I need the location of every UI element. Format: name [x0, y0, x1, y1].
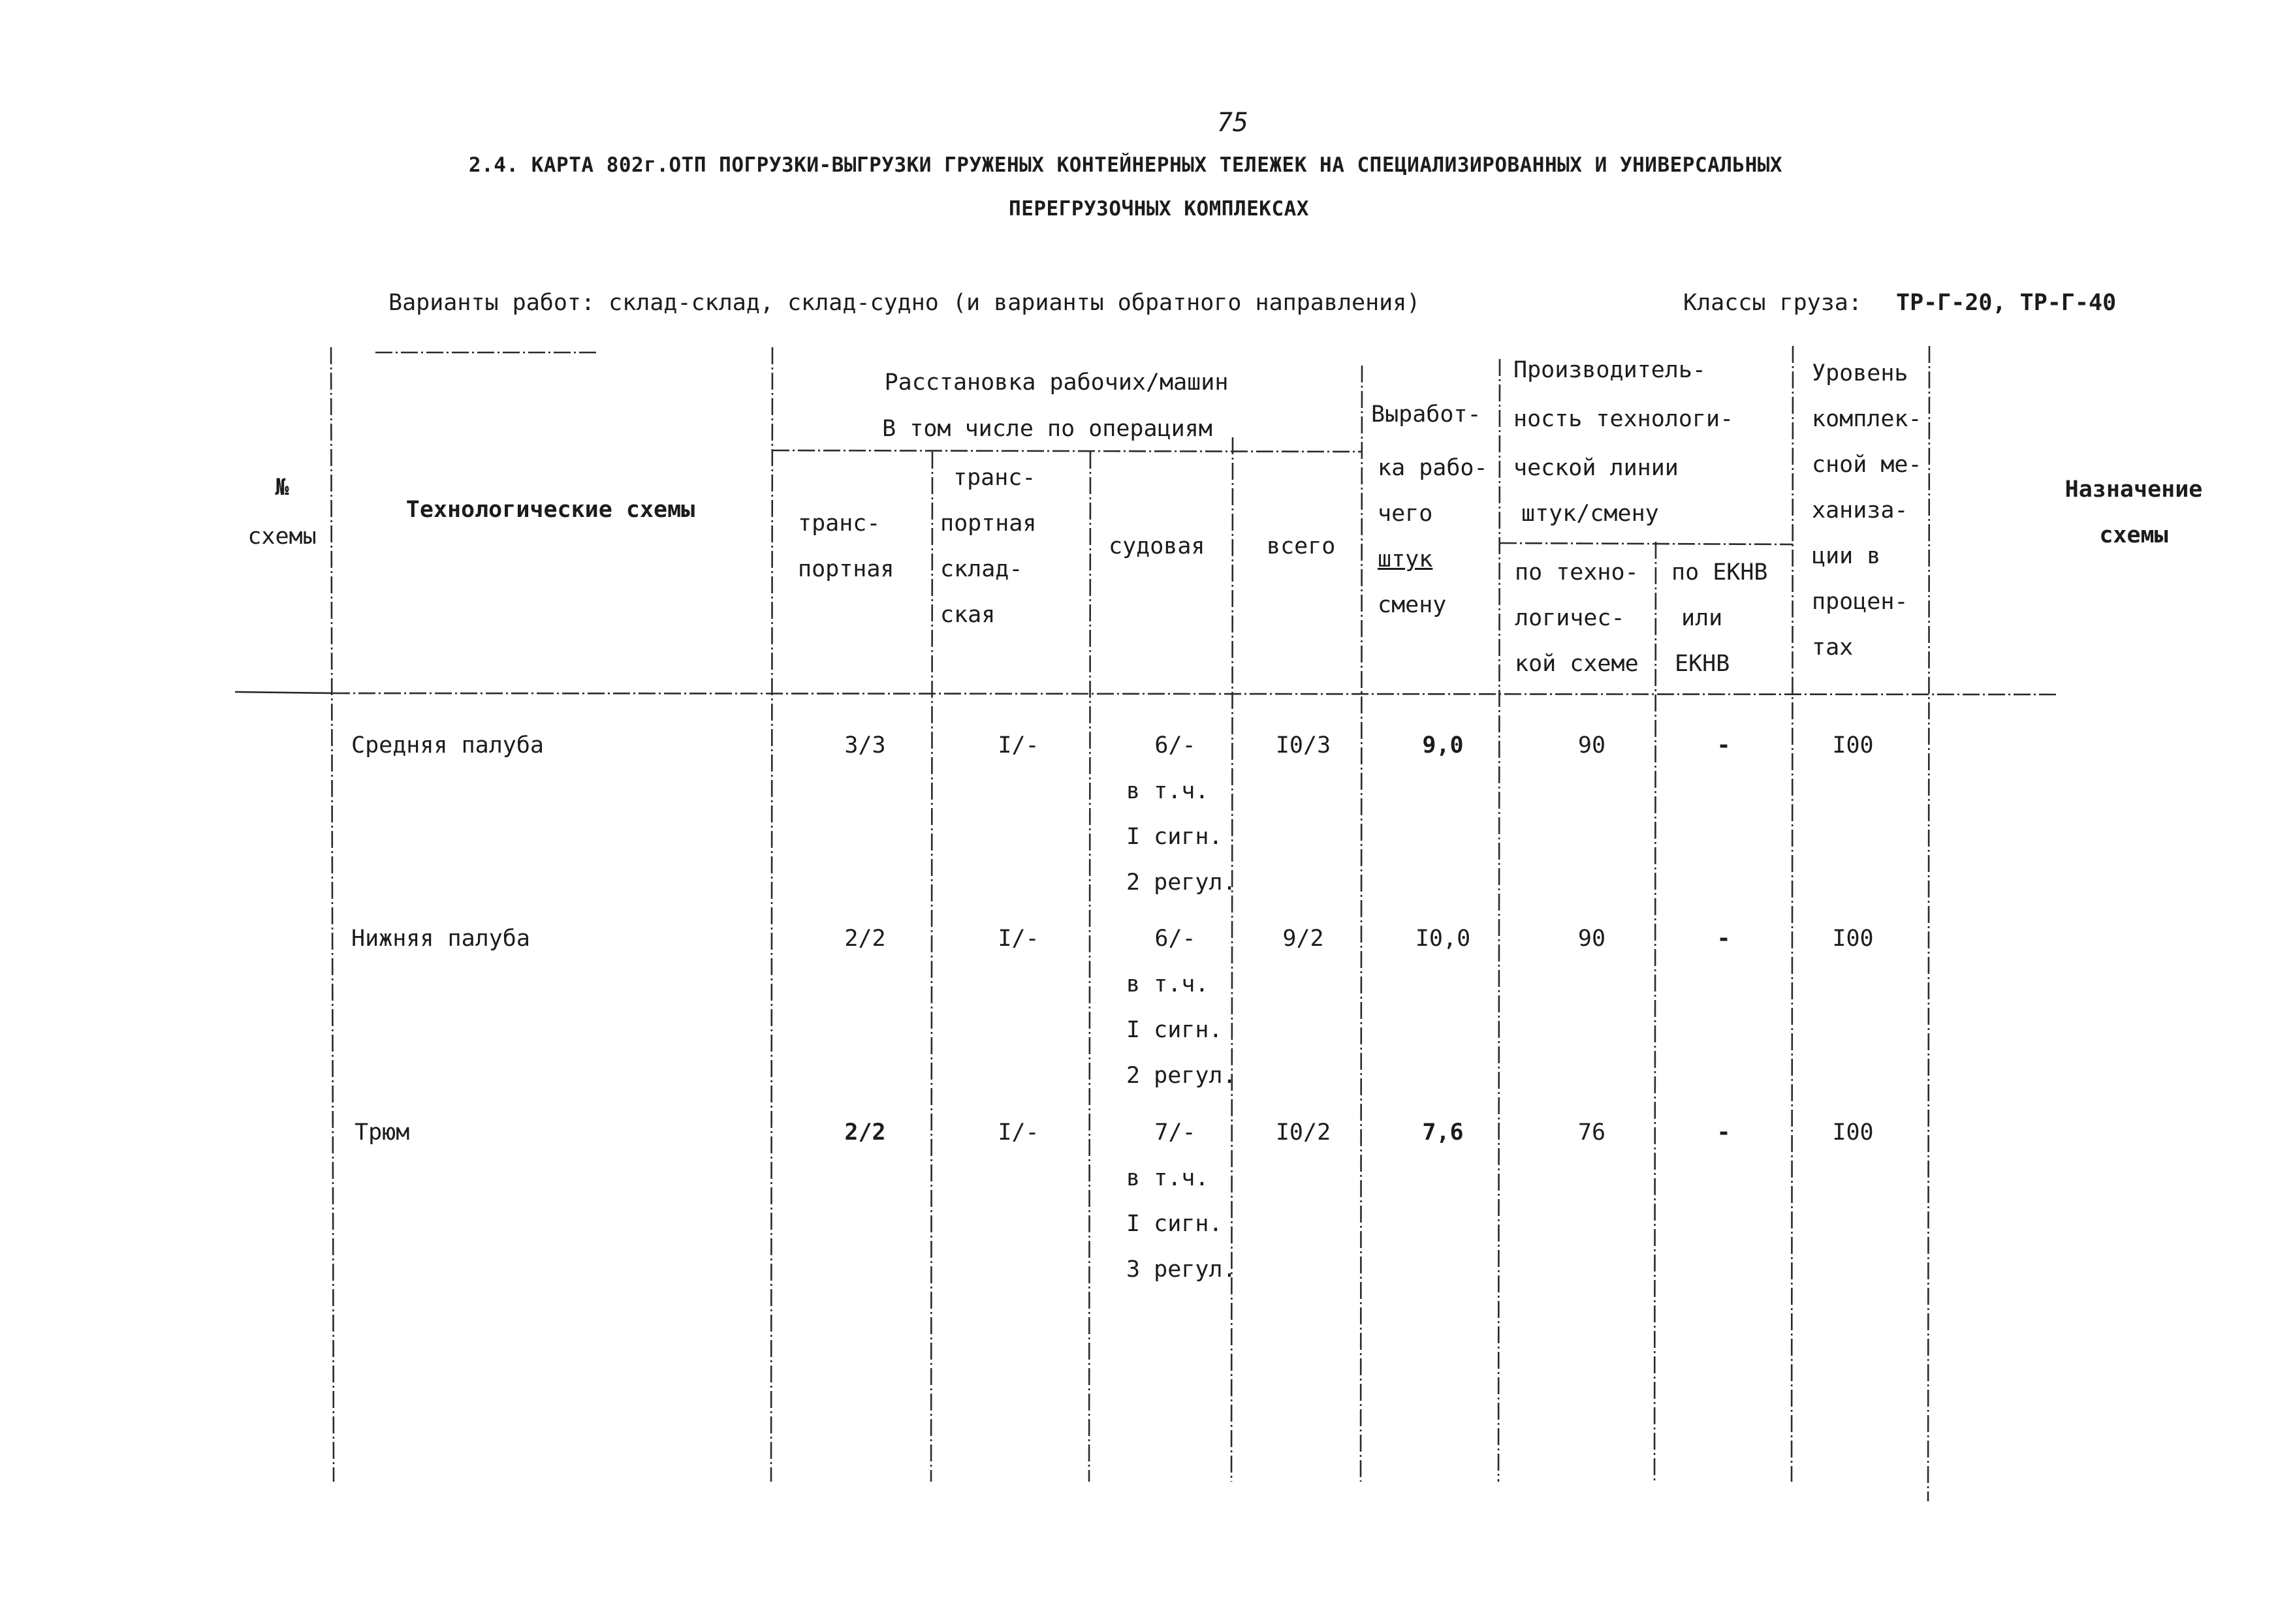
- header-productivity-line1: Производитель-: [1513, 357, 1707, 383]
- header-by-ekno-line1: по ЕКНВ: [1671, 559, 1768, 586]
- header-transport-warehouse-line2: портная: [940, 510, 1037, 537]
- page-number: 75: [1216, 108, 1249, 138]
- header-placement: Расстановка рабочих/машин: [884, 369, 1229, 396]
- row3-ship-regul: 3 регул.: [1126, 1257, 1237, 1283]
- header-mechanization-line4: ханиза-: [1812, 497, 1908, 523]
- row3-by-tech-scheme: 76: [1577, 1119, 1606, 1146]
- row1-ship-incl: в т.ч.: [1126, 778, 1209, 804]
- header-transport-line2: портная: [798, 556, 894, 582]
- row1-ship-total: 6/-: [1154, 732, 1196, 758]
- header-by-tech-scheme-line1: по техно-: [1515, 559, 1639, 586]
- row3-total: I0/2: [1275, 1119, 1331, 1146]
- header-transport-line1: транс-: [798, 510, 881, 537]
- row3-transport: 2/2: [844, 1119, 886, 1146]
- row2-output: I0,0: [1415, 926, 1471, 952]
- row2-total: 9/2: [1282, 926, 1324, 952]
- document-title-line1: 2.4. КАРТА 802г.ОТП ПОГРУЗКИ-ВЫГРУЗКИ ГРУЖЕНЫХ КОНТЕЙНЕРНЫХ ТЕЛЕЖЕК НА СПЕЦИАЛИЗИРОВАННЫХ И УНИВЕРСАЛЬНЫХ: [468, 153, 1783, 177]
- header-purpose-line2: схемы: [2099, 522, 2168, 548]
- row2-ship-signal: I сигн.: [1126, 1017, 1223, 1043]
- row1-transport: 3/3: [844, 732, 886, 758]
- row1-by-ekno: -: [1716, 732, 1731, 758]
- row2-transport: 2/2: [844, 926, 886, 952]
- header-mechanization-line5: ции в: [1812, 543, 1881, 569]
- row1-ship-regul: 2 регул.: [1126, 869, 1237, 896]
- row2-mechanization: I00: [1832, 926, 1874, 952]
- row2-ship-incl: в т.ч.: [1126, 971, 1209, 997]
- row1-scheme: Средняя палуба: [351, 732, 545, 758]
- document-title-line2: ПЕРЕГРУЗОЧНЫХ КОМПЛЕКСАХ: [1009, 197, 1309, 221]
- header-by-ekno-line2: или: [1681, 605, 1723, 631]
- header-by-tech-scheme-line2: логичес-: [1515, 605, 1625, 631]
- row3-transport-warehouse: I/-: [998, 1119, 1039, 1146]
- work-variants: Варианты работ: склад-склад, склад-судно (и варианты обратного направления): [388, 290, 1421, 316]
- row2-ship-regul: 2 регул.: [1126, 1063, 1237, 1089]
- header-transport-warehouse-line4: ская: [940, 602, 996, 628]
- row1-ship-signal: I сигн.: [1126, 824, 1223, 850]
- header-output-line5: смену: [1378, 592, 1447, 618]
- row1-total: I0/3: [1275, 732, 1331, 758]
- row3-ship-incl: в т.ч.: [1126, 1165, 1209, 1191]
- header-scheme-no-symbol: №: [275, 475, 289, 501]
- row1-transport-warehouse: I/-: [998, 732, 1039, 758]
- header-productivity-line3: ческой линии: [1513, 455, 1679, 481]
- header-ship: судовая: [1109, 533, 1205, 559]
- row1-output: 9,0: [1422, 732, 1464, 758]
- header-mechanization-line6: процен-: [1812, 589, 1908, 615]
- header-by-tech-scheme-line3: кой схеме: [1515, 651, 1639, 677]
- header-productivity-line4: штук/смену: [1521, 501, 1659, 527]
- header-total: всего: [1267, 533, 1336, 559]
- header-mechanization-line2: комплек-: [1812, 406, 1922, 432]
- header-output-line1: Выработ-: [1371, 401, 1481, 428]
- header-by-operations: В том числе по операциям: [882, 416, 1212, 442]
- header-mechanization-line7: тах: [1812, 634, 1854, 661]
- row2-transport-warehouse: I/-: [998, 926, 1039, 952]
- header-mechanization-line3: сной ме-: [1812, 452, 1922, 478]
- row3-ship-signal: I сигн.: [1126, 1211, 1223, 1237]
- row2-scheme: Нижняя палуба: [351, 926, 530, 952]
- header-transport-warehouse-line3: склад-: [940, 556, 1023, 582]
- cargo-classes-value: ТР-Г-20, ТР-Г-40: [1896, 290, 2117, 316]
- header-transport-warehouse-line1: транс-: [953, 465, 1036, 491]
- row2-by-ekno: -: [1716, 926, 1731, 952]
- row3-scheme: Трюм: [355, 1119, 410, 1146]
- row3-ship-total: 7/-: [1154, 1119, 1196, 1146]
- row3-mechanization: I00: [1832, 1119, 1874, 1146]
- header-productivity-line2: ность технологи-: [1513, 406, 1734, 432]
- row2-by-tech-scheme: 90: [1577, 926, 1606, 952]
- row1-by-tech-scheme: 90: [1577, 732, 1606, 758]
- row3-output: 7,6: [1422, 1119, 1464, 1146]
- header-output-line2: ка рабо-: [1378, 455, 1488, 481]
- header-purpose-line1: Назначение: [2064, 476, 2203, 503]
- header-scheme-no: схемы: [247, 523, 317, 550]
- header-by-ekno-line3: ЕКНВ: [1675, 651, 1730, 677]
- row3-by-ekno: -: [1716, 1119, 1731, 1146]
- header-mechanization-line1: Уровень: [1812, 360, 1908, 386]
- row1-mechanization: I00: [1832, 732, 1874, 758]
- header-output-line4: штук: [1378, 546, 1433, 572]
- header-tech-schemes: Технологические схемы: [405, 497, 695, 523]
- row2-ship-total: 6/-: [1154, 926, 1196, 952]
- cargo-classes-label: Классы груза:: [1683, 290, 1862, 316]
- header-output-line3: чего: [1378, 501, 1433, 527]
